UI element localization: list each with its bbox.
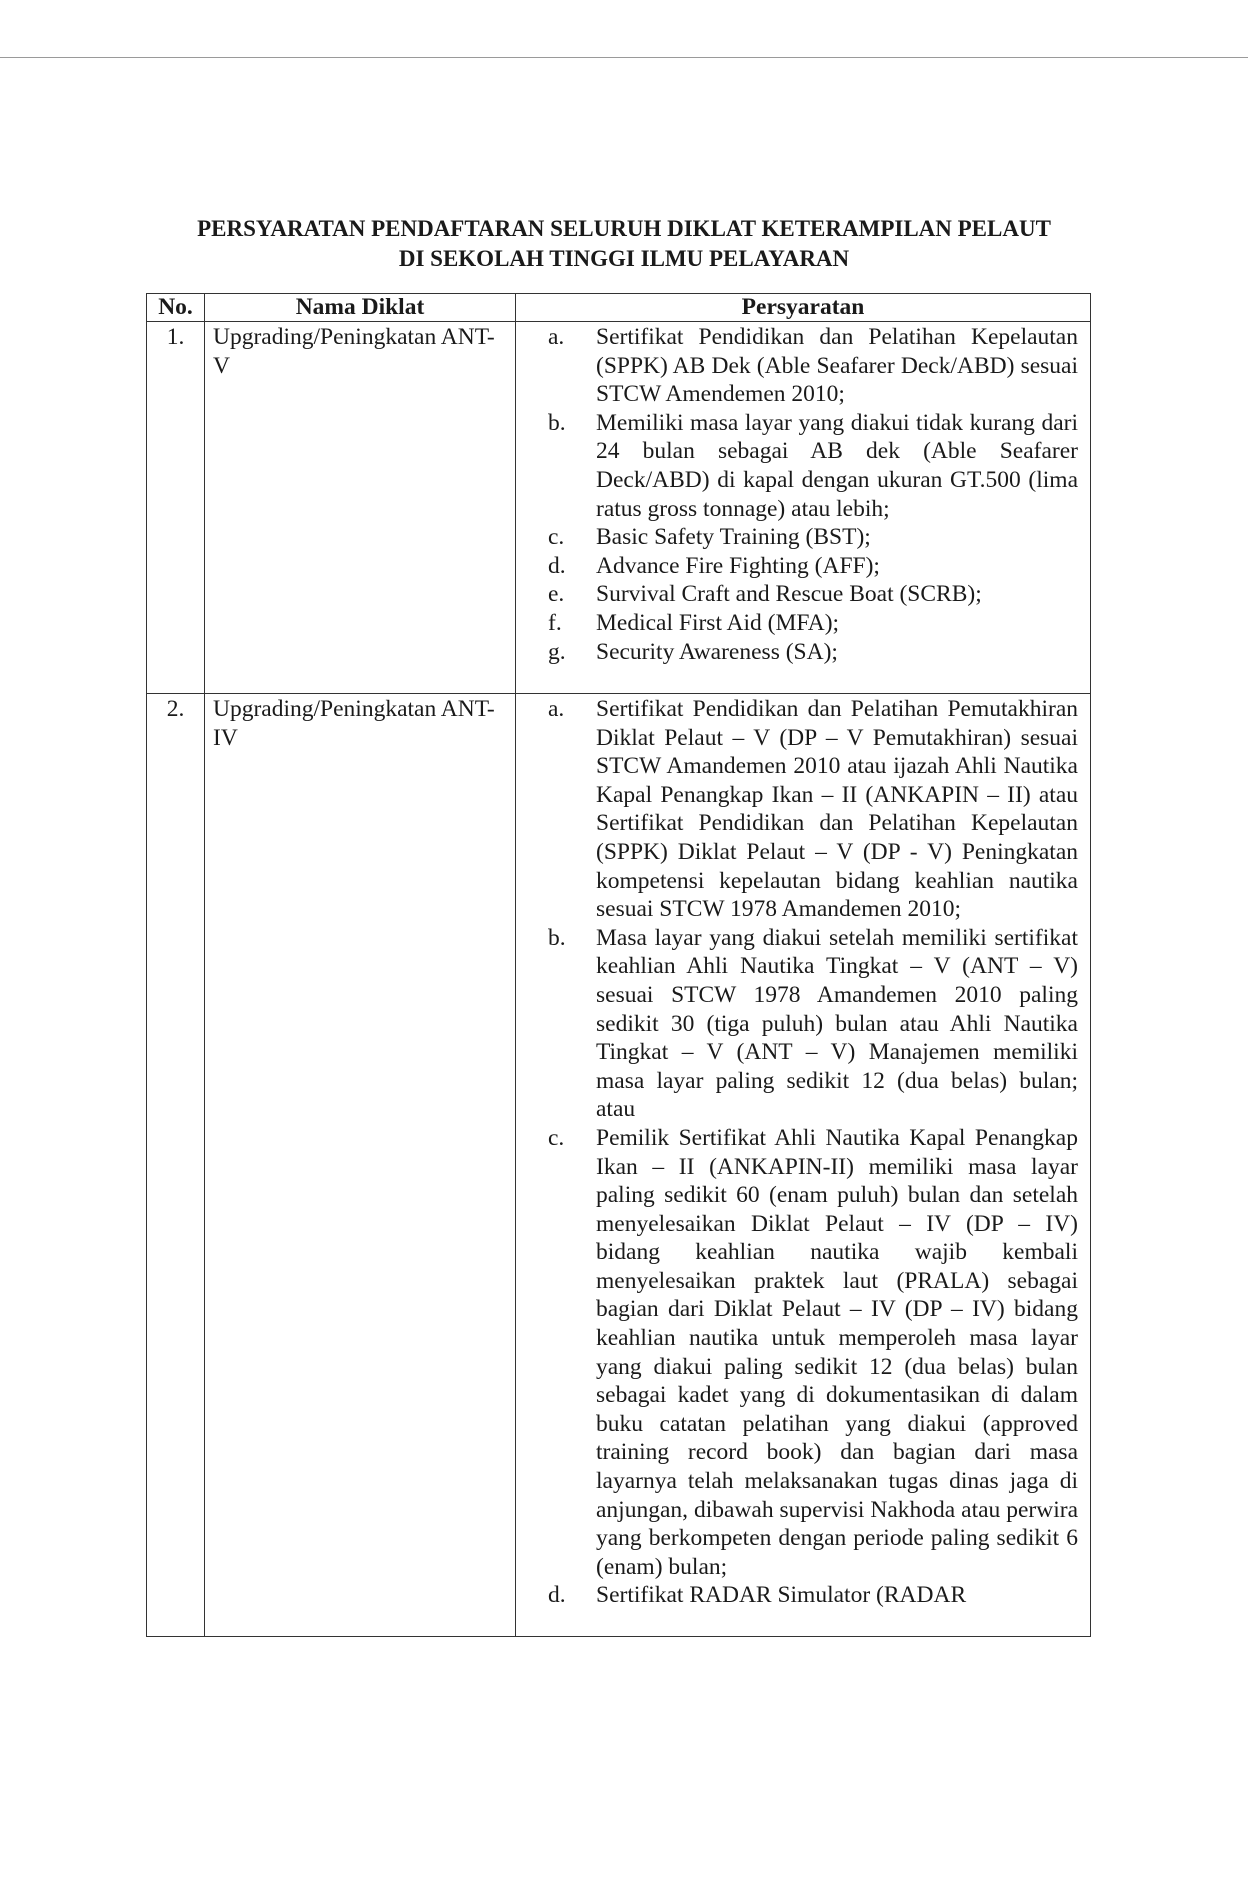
item-letter: d. [548,1582,566,1609]
table-row [147,322,1091,694]
item-text: Basic Safety Training (BST); [596,524,871,551]
table-header-row [147,294,1091,322]
item-letter: f. [548,609,562,636]
requirements-cell [516,694,1091,1637]
requirement-list [516,695,1078,1610]
course-name: Upgrading/Peningkatan ANT-V [205,322,516,694]
requirement-item [516,580,1078,609]
item-text: Survival Craft and Rescue Boat (SCRB); [596,581,982,608]
requirement-list [516,323,1078,666]
item-letter: c. [548,1124,565,1151]
requirement-item [516,638,1078,667]
requirement-item [516,1581,1078,1610]
item-text: Pemilik Sertifikat Ahli Nautika Kapal Penangkap Ikan – II (ANKAPIN-II) memiliki masa layar paling sedikit 60 (enam puluh) bulan dan setelah menyelesaikan Diklat Pelaut – IV (DP – IV) bidang keahlian nautika wajib kembali menyelesaikan praktek laut (PRALA) sebagai bagian dari Diklat Pelaut – IV (DP – IV) bidang keahlian nautika untuk memperoleh masa layar yang diakui paling sedikit 12 (dua belas) bulan sebagai kadet yang di dokumentasikan di dalam buku catatan pelatihan yang diakui (approved training record book) dan bagian dari masa layarnya telah melaksanakan tugas dinas jaga di anjungan, dibawah supervisi Nakhoda atau perwira yang berkompeten dengan periode paling sedikit 6 (enam) bulan; [596,1124,1078,1580]
item-letter: b. [548,409,566,436]
requirement-item [516,924,1078,1124]
item-text: Sertifikat Pendidikan dan Pelatihan Pemutakhiran Diklat Pelaut – V (DP – V Pemutakhiran) sesuai STCW Amandemen 2010 atau ijazah Ahli Nautika Kapal Penangkap Ikan – II (ANKAPIN – II) atau Sertifikat Pendidikan dan Pelatihan Kepelautan (SPPK) Diklat Pelaut – V (DP - V) Peningkatan kompetensi kepelautan bidang keahlian nautika sesuai STCW 1978 Amandemen 2010; [596,696,1078,923]
item-letter: d. [548,552,566,579]
item-text: Advance Fire Fighting (AFF); [596,552,880,579]
document-title [0,214,1248,274]
requirement-item [516,695,1078,924]
header-name: Nama Diklat [205,294,516,322]
header-no: No. [147,294,205,322]
requirements-table [146,293,1091,1637]
item-text: Security Awareness (SA); [596,638,838,665]
requirement-item [516,1124,1078,1582]
requirements-cell [516,322,1091,694]
item-letter: a. [548,696,565,722]
table-row [147,694,1091,1637]
item-letter: g. [548,638,566,665]
requirement-item [516,609,1078,638]
title-line-1: PERSYARATAN PENDAFTARAN SELURUH DIKLAT KETERAMPILAN PELAUT [197,216,1051,241]
title-line-2: DI SEKOLAH TINGGI ILMU PELAYARAN [398,246,850,271]
item-letter: a. [548,324,565,350]
header-requirements: Persyaratan [516,294,1091,322]
item-letter: c. [548,524,565,551]
item-letter: b. [548,924,566,951]
item-text: Masa layar yang diakui setelah memiliki sertifikat keahlian Ahli Nautika Tingkat – V (ANT – V) sesuai STCW 1978 Amandemen 2010 paling sedikit 30 (tiga puluh) bulan atau Ahli Nautika Tingkat – V (ANT – V) Manajemen memiliki masa layar paling sedikit 12 (dua belas) bulan; atau [596,924,1078,1123]
item-text: Sertifikat RADAR Simulator (RADAR [596,1582,967,1609]
item-text: Memiliki masa layar yang diakui tidak kurang dari 24 bulan sebagai AB dek (Able Seafarer Deck/ABD) di kapal dengan ukuran GT.500 (lima ratus gross tonnage) atau lebih; [596,409,1078,522]
row-number: 2. [147,694,205,1637]
course-name: Upgrading/Peningkatan ANT-IV [205,694,516,1637]
item-text: Sertifikat Pendidikan dan Pelatihan Kepelautan (SPPK) AB Dek (Able Seafarer Deck/ABD) sesuai STCW Amendemen 2010; [596,324,1078,408]
item-letter: e. [548,581,565,608]
requirement-item [516,409,1078,523]
row-number: 1. [147,322,205,694]
requirement-item [516,323,1078,409]
item-text: Medical First Aid (MFA); [596,609,840,636]
scan-edge-line [0,57,1248,58]
requirement-item [516,523,1078,552]
requirement-item [516,552,1078,581]
